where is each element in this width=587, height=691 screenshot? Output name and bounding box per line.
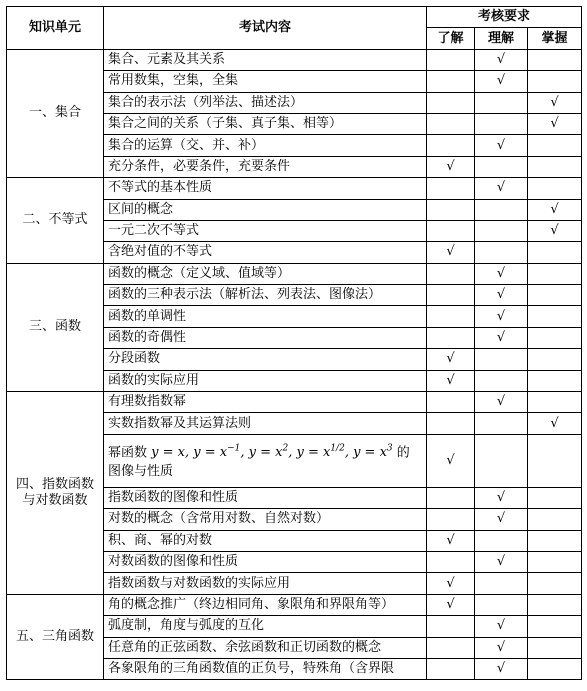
header-content: 考试内容 bbox=[104, 7, 427, 50]
level-cell bbox=[475, 573, 528, 594]
level-cell bbox=[427, 658, 475, 679]
topic-cell: 积、商、幂的对数 bbox=[104, 530, 427, 551]
topic-cell: 常用数集，空集，全集 bbox=[104, 71, 427, 92]
check-mark: √ bbox=[528, 220, 582, 241]
level-cell bbox=[475, 434, 528, 487]
topic-cell: 弧度制，角度与弧度的互化 bbox=[104, 616, 427, 637]
level-cell bbox=[475, 370, 528, 391]
level-cell bbox=[528, 71, 582, 92]
level-cell bbox=[528, 49, 582, 70]
topic-cell: 含绝对值的不等式 bbox=[104, 242, 427, 263]
check-mark: √ bbox=[475, 135, 528, 156]
check-mark: √ bbox=[427, 573, 475, 594]
level-cell bbox=[427, 135, 475, 156]
topic-cell: 对数函数的图像和性质 bbox=[104, 551, 427, 572]
unit-name: 二、不等式 bbox=[7, 178, 104, 264]
level-cell bbox=[528, 370, 582, 391]
level-cell bbox=[427, 637, 475, 658]
level-cell bbox=[475, 156, 528, 177]
level-cell bbox=[528, 392, 582, 413]
topic-cell: 函数的概念（定义域、值域等） bbox=[104, 263, 427, 284]
check-mark: √ bbox=[528, 413, 582, 434]
check-mark: √ bbox=[475, 327, 528, 348]
power-suffix: 的图像与性质 bbox=[108, 445, 410, 480]
header-level-master: 掌握 bbox=[528, 28, 582, 49]
level-cell bbox=[528, 616, 582, 637]
level-cell bbox=[528, 434, 582, 487]
level-cell bbox=[528, 285, 582, 306]
topic-cell: 实数指数幂及其运算法则 bbox=[104, 413, 427, 434]
unit-name: 三、函数 bbox=[7, 263, 104, 391]
check-mark: √ bbox=[427, 530, 475, 551]
level-cell bbox=[475, 113, 528, 134]
level-cell bbox=[427, 327, 475, 348]
level-cell bbox=[528, 156, 582, 177]
check-mark: √ bbox=[475, 178, 528, 199]
level-cell bbox=[427, 392, 475, 413]
check-mark: √ bbox=[475, 658, 528, 679]
unit-name-line: 四、指数函数 bbox=[15, 476, 94, 492]
table-body bbox=[7, 49, 582, 680]
topic-cell: 集合的表示法（列举法、描述法） bbox=[104, 92, 427, 113]
topic-cell: 对数的概念（含常用对数、自然对数） bbox=[104, 509, 427, 530]
table-row bbox=[7, 178, 582, 199]
level-cell bbox=[528, 349, 582, 370]
level-cell bbox=[528, 637, 582, 658]
topic-cell: 集合的运算（交、并、补） bbox=[104, 135, 427, 156]
level-cell bbox=[528, 178, 582, 199]
check-mark: √ bbox=[427, 594, 475, 615]
level-cell bbox=[427, 306, 475, 327]
topic-cell: 集合之间的关系（子集、真子集、相等） bbox=[104, 113, 427, 134]
topic-cell: 角的概念推广（终边相同角、象限角和界限角等） bbox=[104, 594, 427, 615]
level-cell bbox=[528, 551, 582, 572]
check-mark: √ bbox=[528, 113, 582, 134]
level-cell bbox=[528, 573, 582, 594]
check-mark: √ bbox=[427, 349, 475, 370]
check-mark: √ bbox=[427, 434, 475, 487]
level-cell bbox=[427, 509, 475, 530]
level-cell bbox=[475, 594, 528, 615]
level-cell bbox=[427, 49, 475, 70]
power-prefix: 幂函数 bbox=[108, 445, 148, 461]
level-cell bbox=[427, 551, 475, 572]
topic-cell: 指数函数的图像和性质 bbox=[104, 487, 427, 508]
check-mark: √ bbox=[427, 156, 475, 177]
level-cell bbox=[427, 113, 475, 134]
level-cell bbox=[475, 242, 528, 263]
topic-cell: 集合、元素及其关系 bbox=[104, 49, 427, 70]
level-cell bbox=[427, 71, 475, 92]
check-mark: √ bbox=[528, 199, 582, 220]
level-cell bbox=[475, 530, 528, 551]
topic-cell: 有理数指数幂 bbox=[104, 392, 427, 413]
level-cell bbox=[475, 220, 528, 241]
table-row bbox=[7, 49, 582, 70]
level-cell bbox=[427, 220, 475, 241]
header-requirement: 考核要求 bbox=[427, 7, 582, 28]
topic-cell: 一元二次不等式 bbox=[104, 220, 427, 241]
level-cell bbox=[427, 263, 475, 284]
level-cell bbox=[528, 263, 582, 284]
topic-cell: 不等式的基本性质 bbox=[104, 178, 427, 199]
unit-name-line: 与对数函数 bbox=[22, 492, 88, 508]
level-cell bbox=[427, 178, 475, 199]
check-mark: √ bbox=[475, 509, 528, 530]
power-formula: y = x, $y = x^{-1}$, $y = x^2$, $y = x^{1/2}$, $y = x^3$ bbox=[147, 444, 393, 461]
level-cell bbox=[528, 242, 582, 263]
level-cell bbox=[427, 487, 475, 508]
topic-cell bbox=[104, 434, 427, 487]
topic-cell: 函数的单调性 bbox=[104, 306, 427, 327]
check-mark: √ bbox=[475, 306, 528, 327]
level-cell bbox=[427, 616, 475, 637]
level-cell bbox=[475, 349, 528, 370]
unit-name: 一、集合 bbox=[7, 49, 104, 177]
unit-name bbox=[7, 392, 104, 595]
check-mark: √ bbox=[475, 551, 528, 572]
level-cell bbox=[528, 594, 582, 615]
level-cell bbox=[427, 199, 475, 220]
header-unit: 知识单元 bbox=[7, 7, 104, 50]
unit-name: 五、三角函数 bbox=[7, 594, 104, 680]
topic-cell: 函数的三种表示法（解析法、列表法、图像法） bbox=[104, 285, 427, 306]
level-cell bbox=[427, 413, 475, 434]
level-cell bbox=[475, 92, 528, 113]
check-mark: √ bbox=[475, 616, 528, 637]
check-mark: √ bbox=[528, 92, 582, 113]
level-cell bbox=[528, 135, 582, 156]
check-mark: √ bbox=[475, 49, 528, 70]
topic-cell: 各象限角的三角函数值的正负号，特殊角（含界限 bbox=[104, 658, 427, 679]
check-mark: √ bbox=[427, 370, 475, 391]
topic-cell: 函数的奇偶性 bbox=[104, 327, 427, 348]
check-mark: √ bbox=[475, 487, 528, 508]
level-cell bbox=[475, 413, 528, 434]
table-row bbox=[7, 594, 582, 615]
topic-cell: 任意角的正弦函数、余弦函数和正切函数的概念 bbox=[104, 637, 427, 658]
syllabus-table bbox=[6, 6, 582, 680]
level-cell bbox=[427, 92, 475, 113]
check-mark: √ bbox=[475, 392, 528, 413]
level-cell bbox=[475, 199, 528, 220]
topic-cell: 区间的概念 bbox=[104, 199, 427, 220]
check-mark: √ bbox=[475, 71, 528, 92]
check-mark: √ bbox=[475, 263, 528, 284]
level-cell bbox=[528, 509, 582, 530]
header-row-1 bbox=[7, 7, 582, 28]
level-cell bbox=[528, 306, 582, 327]
check-mark: √ bbox=[427, 242, 475, 263]
topic-cell: 函数的实际应用 bbox=[104, 370, 427, 391]
level-cell bbox=[528, 530, 582, 551]
topic-cell: 充分条件，必要条件，充要条件 bbox=[104, 156, 427, 177]
check-mark: √ bbox=[475, 285, 528, 306]
level-cell bbox=[528, 327, 582, 348]
level-cell bbox=[427, 285, 475, 306]
level-cell bbox=[528, 487, 582, 508]
header-level-understand-basic: 了解 bbox=[427, 28, 475, 49]
topic-cell: 指数函数与对数函数的实际应用 bbox=[104, 573, 427, 594]
table-row bbox=[7, 392, 582, 413]
header-level-comprehend: 理解 bbox=[475, 28, 528, 49]
check-mark: √ bbox=[475, 637, 528, 658]
topic-cell: 分段函数 bbox=[104, 349, 427, 370]
table-row bbox=[7, 263, 582, 284]
level-cell bbox=[528, 658, 582, 679]
